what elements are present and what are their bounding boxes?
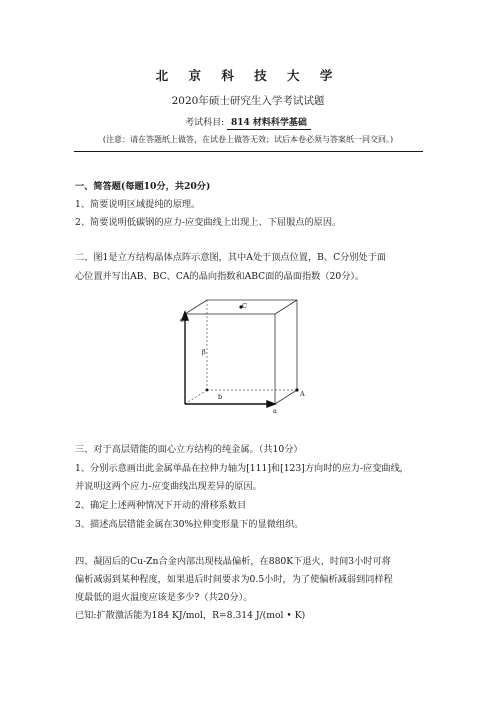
section3-heading: 三、对于高层错能的面心立方结构的纯金属。（共10分）	[75, 444, 303, 455]
section1-item-1: 1、简要说明区域提纯的原理。	[75, 199, 201, 210]
section3-item-3: 3、描述高层错能金属在30%拉伸变形量下的显微组织。	[75, 519, 304, 530]
exam-note: (注意：请在答题纸上做答，在试卷上做答无效；试后本卷必须与答案纸一同交回。)	[102, 135, 394, 144]
section3-item-2: 2、确定上述两种情况下开动的滑移系数目	[75, 500, 247, 511]
label-C: C	[242, 302, 247, 310]
label-c: c	[180, 316, 184, 324]
label-b: b	[218, 393, 223, 401]
label-a: a	[273, 407, 277, 415]
cubic-lattice-figure	[180, 296, 310, 416]
section2-line-2: 心位置并写出AB、BC、CA的晶向指数和ABC面的晶面指数（20分）。	[75, 271, 365, 282]
label-A: A	[300, 390, 305, 398]
cube-hidden-depth-edge	[185, 390, 207, 404]
subject-code: 814 材料科学基础	[227, 118, 311, 130]
cube-front-face	[185, 314, 275, 404]
section1-item-2: 2、简要说明低碳钢的应力-应变曲线上出现上、下屈服点的原因。	[75, 217, 342, 228]
point-b	[206, 389, 209, 392]
section2-line-1: 二、图1是立方结构晶体点阵示意图，其中A处于顶点位置，B、C分别处于面	[75, 252, 387, 263]
section1-heading: 一、简答题(每题10分，共20分)	[75, 181, 211, 192]
cube-depth-edge-tr	[275, 300, 297, 314]
exam-subject	[0, 115, 496, 128]
section4-line-1: 四、凝固后的Cu-Zn合金内部出现枝晶偏析，在880K下退火，时间3小时可将	[75, 556, 391, 567]
section4-line-3: 度最低的退火温度应该是多少?（共20分）。	[75, 592, 253, 603]
section3-item-1: 1、分别示意画出此金属单晶在拉伸力轴为[111]和[123]方向时的应力-应变曲线,	[75, 463, 403, 474]
section4-given: 已知:扩散激活能为184 KJ/mol，R=8.314 J/(mol • K)	[75, 610, 306, 621]
header-divider	[74, 151, 423, 152]
section4-line-2: 偏析减弱到某种程度，如果退后时间要求为0.5小时，为了使偏析减弱到同样程	[75, 574, 393, 585]
exam-title: 2020年硕士研究生入学考试试题	[171, 95, 325, 107]
point-A	[295, 388, 298, 391]
university-name: 北 京 科 技 大 学	[155, 68, 341, 83]
section3-item-1-cont: 并说明这两个应力-应变曲线出现差异的原因。	[75, 481, 262, 492]
cube-depth-edge-tl	[185, 300, 207, 314]
label-beta: β	[202, 348, 206, 356]
cube-depth-edge-br	[275, 390, 297, 404]
subject-label: 考试科目:	[185, 118, 225, 128]
